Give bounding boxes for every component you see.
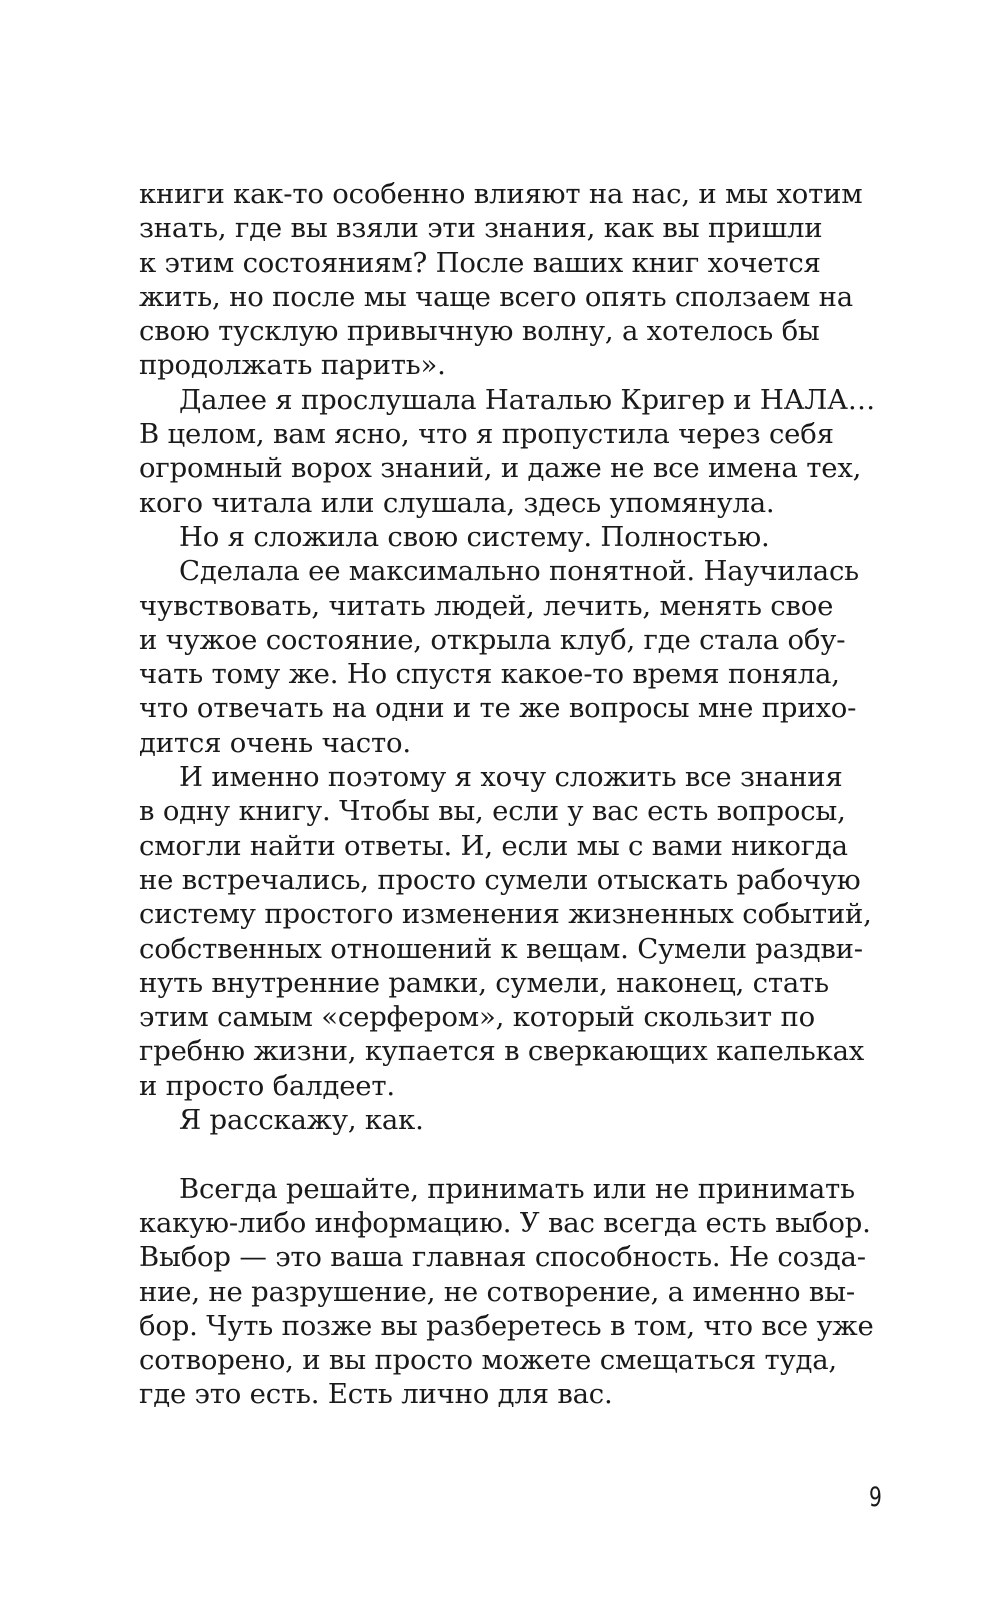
text-line: и просто балдеет. xyxy=(139,1069,395,1102)
paragraph xyxy=(139,1103,815,1137)
paragraph xyxy=(139,760,872,1103)
text-line: не встречались, просто сумели отыскать рабочую xyxy=(139,863,861,896)
text-line: Но я сложила свою систему. Полностью. xyxy=(179,520,770,553)
text-line: чувствовать, читать людей, лечить, менять свое xyxy=(139,589,834,622)
text-section xyxy=(139,177,876,1137)
section-break xyxy=(139,1137,815,1171)
text-line: знать, где вы взяли эти знания, как вы пришли xyxy=(139,212,823,245)
text-line: свою тусклую привычную волну, а хотелось бы xyxy=(139,315,820,348)
text-line: Далее я прослушала Наталью Кригер и НАЛА… xyxy=(179,383,876,416)
page-number: 9 xyxy=(869,1482,882,1513)
text-line: кого читала или слушала, здесь упомянула. xyxy=(139,486,775,519)
text-line: ние, не разрушение, не сотворение, а именно вы- xyxy=(139,1275,855,1308)
text-line: Я расскажу, как. xyxy=(179,1104,424,1137)
text-line: книги как-то особенно влияют на нас, и мы хотим xyxy=(139,178,863,210)
text-line: и чужое состояние, открыла клуб, где стала обу- xyxy=(139,623,846,656)
text-line: какую-либо информацию. У вас всегда есть выбор. xyxy=(139,1206,871,1239)
text-line: систему простого изменения жизненных событий, xyxy=(139,898,872,931)
paragraph xyxy=(139,383,876,520)
text-line: жить, но после мы чаще всего опять сползаем на xyxy=(139,280,853,313)
text-line: огромный ворох знаний, и даже не все имена тех, xyxy=(139,452,862,485)
text-section xyxy=(139,1172,874,1412)
text-line: сотворено, и вы просто можете смещаться туда, xyxy=(139,1344,837,1377)
text-line: Всегда решайте, принимать или не принимать xyxy=(179,1172,855,1205)
text-line: смогли найти ответы. И, если мы с вами никогда xyxy=(139,829,848,862)
text-line: Сделала ее максимально понятной. Научилась xyxy=(179,555,859,588)
text-line: бор. Чуть позже вы разберетесь в том, что все уже xyxy=(139,1309,874,1342)
paragraph xyxy=(139,554,859,760)
text-line: где это есть. Есть лично для вас. xyxy=(139,1378,613,1411)
text-line: что отвечать на одни и те же вопросы мне прихо- xyxy=(139,692,857,725)
text-line: в одну книгу. Чтобы вы, если у вас есть вопросы, xyxy=(139,795,846,828)
text-line: гребню жизни, купается в сверкающих капельках xyxy=(139,1035,865,1068)
paragraph xyxy=(139,177,863,383)
text-line: продолжать парить». xyxy=(139,349,446,382)
text-line: к этим состояниям? После ваших книг хочется xyxy=(139,246,821,279)
text-line: В целом, вам ясно, что я пропустила через себя xyxy=(139,418,834,451)
page-text xyxy=(139,177,876,1412)
paragraph xyxy=(139,520,815,554)
text-line: Выбор — это ваша главная способность. Не созда- xyxy=(139,1241,866,1274)
text-line: собственных отношений к вещам. Сумели раздви- xyxy=(139,932,863,965)
text-line: этим самым «серфером», который скользит по xyxy=(139,1001,815,1034)
paragraph xyxy=(139,1172,874,1412)
text-line: нуть внутренние рамки, сумели, наконец, стать xyxy=(139,966,829,999)
text-line: И именно поэтому я хочу сложить все знания xyxy=(179,761,843,794)
text-line: дится очень часто. xyxy=(139,726,411,759)
text-line: чать тому же. Но спустя какое-то время поняла, xyxy=(139,658,840,691)
